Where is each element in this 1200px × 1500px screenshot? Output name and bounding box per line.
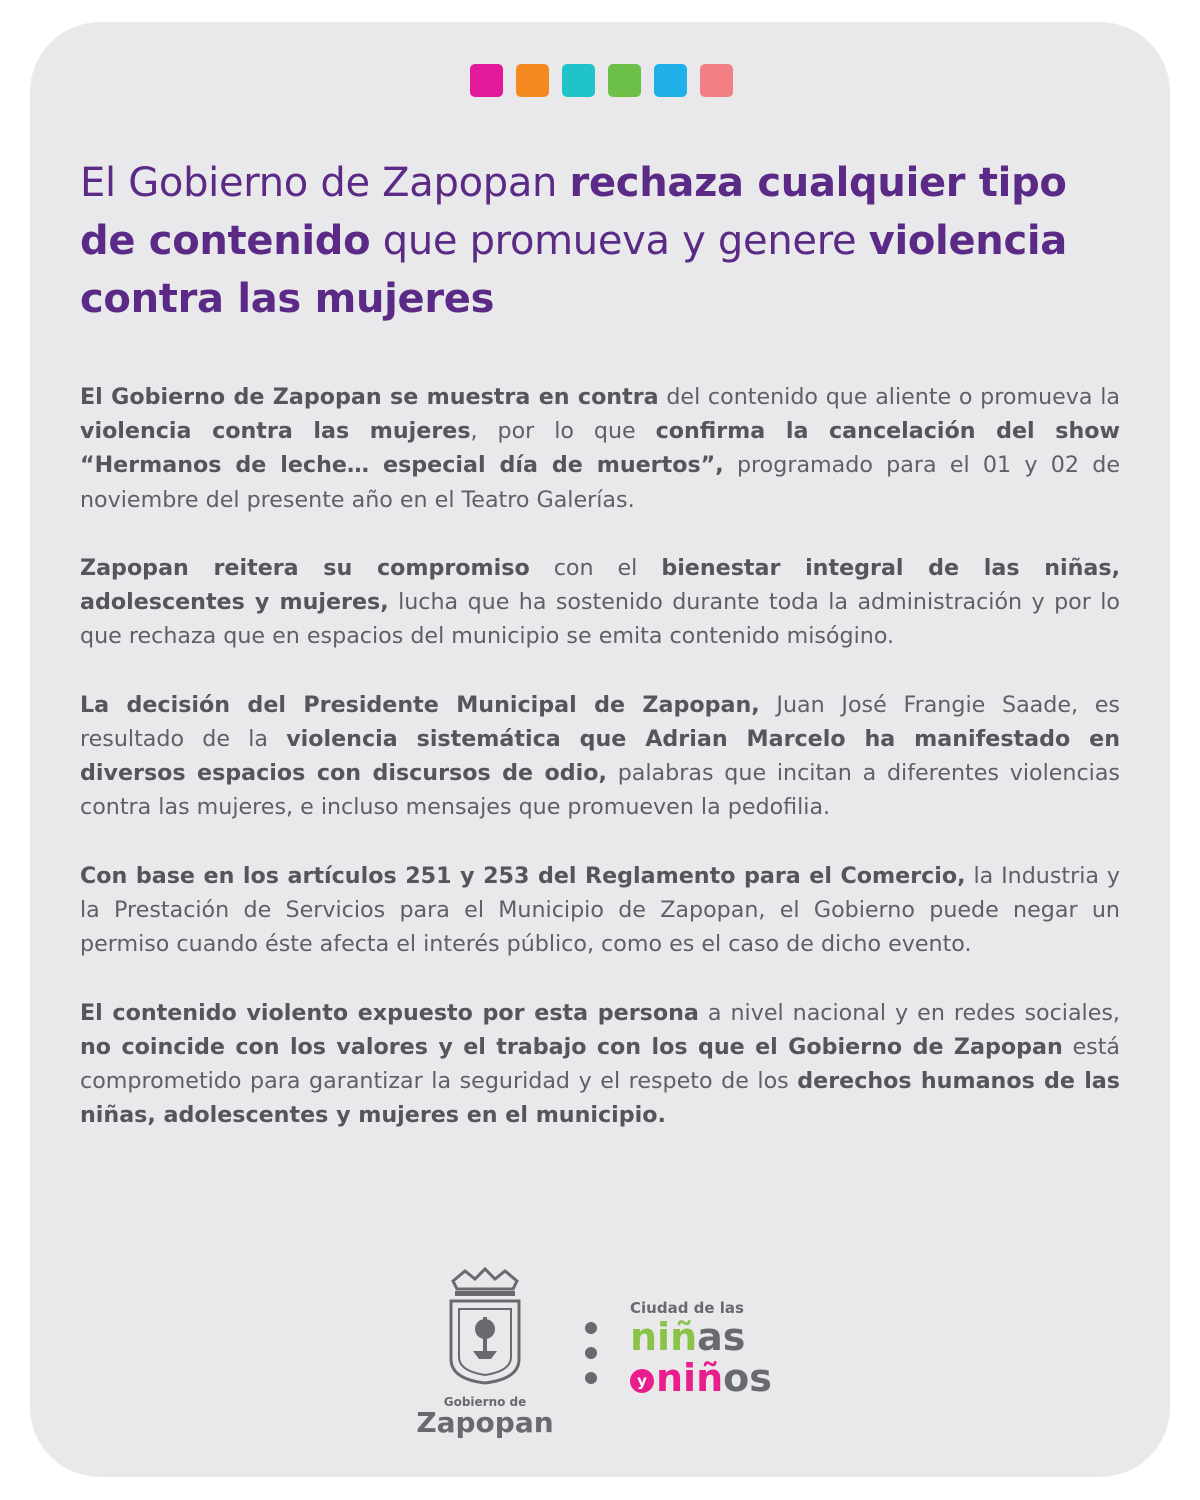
paragraph-5 <box>80 996 1120 1133</box>
regular-text: Juan José Frangie Saade, es resultado de la <box>80 691 1120 752</box>
regular-text: la Industria y la Prestación de Servicios para el Municipio de Zapopan, el Gobierno puede negar un permiso cuando éste afecta el interés público, como es el caso de dicho evento. <box>80 862 1120 958</box>
statement-title <box>80 154 1130 328</box>
color-square-orange <box>516 64 549 97</box>
campaign-small-text: Ciudad de las <box>630 1299 744 1317</box>
bold-text: derechos humanos de las niñas, adolescentes y mujeres en el municipio. <box>80 1068 1120 1129</box>
campaign-ninos-text <box>630 1357 830 1399</box>
separator-dot <box>585 1322 597 1334</box>
statement-card <box>30 22 1170 1477</box>
title-part-4: violencia contra las mujeres <box>80 218 1067 322</box>
bold-text: El Gobierno de Zapopan se muestra en contra <box>80 384 659 410</box>
paragraph-1 <box>80 380 1120 517</box>
paragraph-2 <box>80 551 1120 654</box>
bold-text: La decisión del Presidente Municipal de Zapopan, <box>80 691 760 718</box>
separator-dot <box>585 1347 597 1359</box>
zapopan-logo <box>410 1267 560 1437</box>
bold-text: El contenido violento expuesto por esta persona <box>80 999 699 1026</box>
color-square-magenta <box>470 64 503 97</box>
regular-text: con el <box>529 555 662 581</box>
color-square-teal <box>562 64 595 97</box>
statement-body <box>80 380 1120 1167</box>
paragraph-3 <box>80 688 1120 825</box>
regular-text: palabras que incitan a diferentes violencias contra las mujeres, e incluso mensajes que promueven la pedofilia. <box>80 760 1120 821</box>
bold-text: violencia sistemática que Adrian Marcelo ha manifestado en diversos espacios con discursos de odio, <box>80 726 1120 787</box>
campaign-ninas-b: as <box>697 1315 746 1359</box>
zapopan-shield-icon <box>439 1267 531 1387</box>
bold-text: Con base en los artículos 251 y 253 del Reglamento para el Comercio, <box>80 862 966 889</box>
title-part-2: rechaza cualquier tipo de contenido <box>80 160 1067 264</box>
ciudad-ninas-ninos-logo <box>630 1299 830 1399</box>
color-palette-bar <box>470 64 733 97</box>
regular-text: del contenido que aliente o promueva la <box>658 384 1120 410</box>
campaign-ninas-text <box>630 1317 830 1357</box>
campaign-ninas-a: niñ <box>630 1315 698 1359</box>
title-part-3: que promueva y genere <box>370 218 869 264</box>
separator-dot <box>585 1372 597 1384</box>
bold-text: bienestar integral de las niñas, adolescentes y mujeres, <box>80 555 1120 616</box>
regular-text: está comprometido para garantizar la seguridad y el respeto de los <box>80 1033 1120 1094</box>
bold-text: confirma la cancelación del show “Hermanos de leche… especial día de muertos”, <box>80 418 1120 479</box>
campaign-ninos-a: niñ <box>656 1356 724 1400</box>
color-square-blue <box>654 64 687 97</box>
color-square-coral <box>700 64 733 97</box>
bold-text: violencia contra las mujeres <box>80 418 471 445</box>
bold-text: no coincide con los valores y el trabajo con los que el Gobierno de Zapopan <box>80 1033 1063 1060</box>
logo-small-text: Gobierno de <box>443 1395 527 1409</box>
paragraph-4 <box>80 859 1120 962</box>
separator-dots <box>585 1322 597 1397</box>
bold-text: Zapopan reitera su compromiso <box>80 555 530 581</box>
footer-logos <box>30 1267 1170 1447</box>
regular-text: , por lo que <box>470 418 656 445</box>
color-square-green <box>608 64 641 97</box>
campaign-ninos-b: os <box>723 1356 772 1400</box>
logo-big-text: Zapopan <box>416 1406 554 1439</box>
title-part-1: El Gobierno de Zapopan <box>80 160 570 206</box>
regular-text: a nivel nacional y en redes sociales, <box>698 999 1120 1026</box>
campaign-y-badge: y <box>630 1369 654 1393</box>
regular-text: programado para el 01 y 02 de noviembre del presente año en el Teatro Galerías. <box>80 452 1120 513</box>
regular-text: lucha que ha sostenido durante toda la administración y por lo que rechaza que en espacios del municipio se emita contenido misógino. <box>80 589 1121 650</box>
